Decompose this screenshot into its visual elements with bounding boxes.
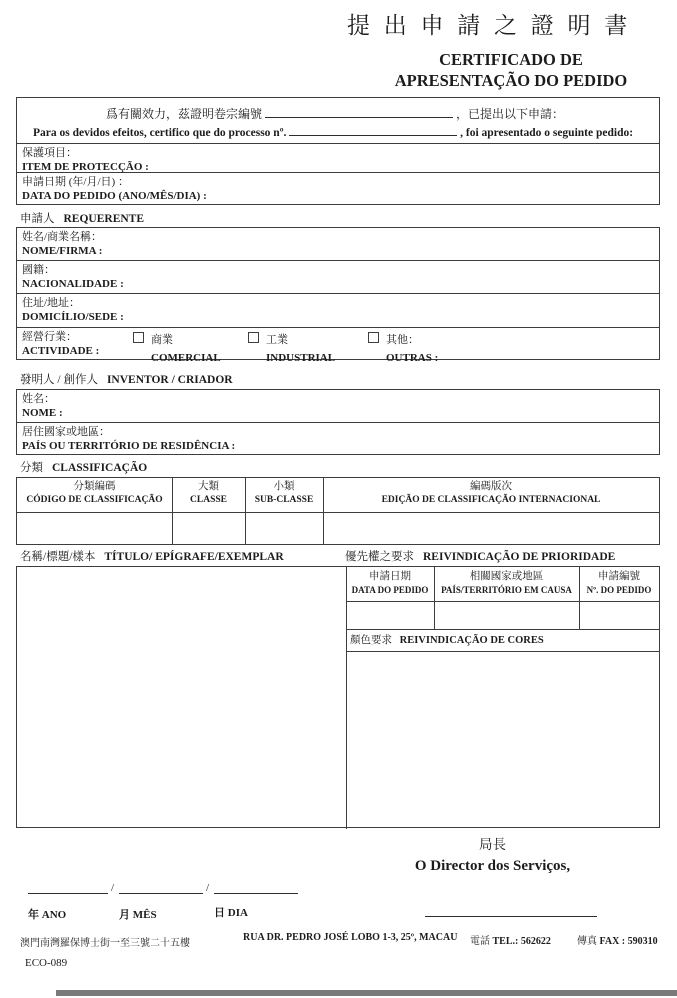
nationality-label-pt: NACIONALIDADE : <box>22 278 124 290</box>
inventor-residence-row[interactable] <box>17 423 659 456</box>
commercial-label-cjk: 商業 <box>151 334 173 346</box>
intro-cjk-after: ，已提出以下申請： <box>456 107 565 121</box>
year-blank[interactable] <box>28 882 108 894</box>
inventor-name-row[interactable] <box>17 390 659 423</box>
activity-option-industrial <box>248 330 335 366</box>
priority-country-cell[interactable] <box>434 601 579 629</box>
classification-col-code-cjk: 分類編碼 <box>73 481 116 492</box>
other-label-pt: OUTRAS : <box>386 352 439 364</box>
priority-col-country-cjk: 相關國家或地區 <box>469 571 544 582</box>
protection-item-row[interactable] <box>17 144 659 173</box>
application-date-label-pt: DATA DO PEDIDO (ANO/MÊS/DIA) : <box>22 190 207 202</box>
page-subtitle <box>362 49 660 91</box>
classification-col-code <box>17 478 172 512</box>
name-firm-row[interactable] <box>17 228 659 261</box>
subtitle-line1: CERTIFICADO DE <box>439 50 583 69</box>
director-signature-block <box>375 833 610 875</box>
day-label <box>214 904 248 920</box>
process-number-blank[interactable] <box>289 124 457 136</box>
applicant-box <box>16 227 660 364</box>
commercial-label-pt: COMERCIAL <box>151 352 221 364</box>
intro-pt-after: , foi apresentado o seguinte pedido: <box>460 127 634 139</box>
classification-code-cell[interactable] <box>17 512 172 544</box>
month-label-cjk: 月 <box>119 909 130 921</box>
activity-label-pt: ACTIVIDADE : <box>22 345 100 357</box>
priority-col-date <box>346 568 434 601</box>
domicile-label-cjk: 住址/地址： <box>22 297 81 309</box>
director-signature-line[interactable] <box>425 904 597 917</box>
inventor-name-label-cjk: 姓名： <box>22 393 55 405</box>
classification-subclass-cell[interactable] <box>245 512 323 544</box>
colors-claim-area[interactable] <box>346 651 659 827</box>
classification-col-subclass-pt: SUB-CLASSE <box>254 495 314 505</box>
year-label <box>28 906 66 922</box>
intro-line-pt <box>33 124 659 139</box>
domicile-label-pt: DOMICÍLIO/SEDE : <box>22 311 124 323</box>
inventor-name-label-pt: NOME : <box>22 407 63 419</box>
nationality-label-cjk: 國籍： <box>22 264 55 276</box>
classification-col-subclass <box>245 478 323 512</box>
priority-col-date-cjk: 申請日期 <box>369 571 411 582</box>
intro-line-cjk <box>106 105 659 122</box>
application-date-row[interactable] <box>17 173 659 206</box>
classification-edition-cell[interactable] <box>323 512 659 544</box>
classification-col-edition-pt: EDIÇÃO DE CLASSIFICAÇÃO INTERNACIONAL <box>381 495 601 505</box>
priority-header-cjk: 優先權之要求 <box>345 551 414 563</box>
activity-option-other <box>368 330 438 366</box>
classification-col-class <box>172 478 245 512</box>
industrial-label-cjk: 工業 <box>266 334 288 346</box>
page-title: 提 出 申 請 之 證 明 書 <box>347 13 632 38</box>
priority-col-number <box>579 568 659 601</box>
protection-item-label-pt: ITEM DE PROTECÇÃO : <box>22 161 149 173</box>
classification-table <box>16 477 660 545</box>
commercial-checkbox[interactable] <box>133 332 144 343</box>
classification-col-code-pt: CÓDIGO DE CLASSIFICAÇÃO <box>26 495 163 505</box>
director-title-pt: O Director dos Serviços, <box>414 858 571 874</box>
activity-row <box>17 328 659 364</box>
intro-section <box>17 98 659 144</box>
inventor-residence-label-pt: PAÍS OU TERRITÓRIO DE RESIDÊNCIA : <box>22 440 236 452</box>
inventor-residence-label-cjk: 居住國家或地區： <box>22 426 110 438</box>
fax-number: FAX : 590310 <box>599 936 658 947</box>
case-number-blank[interactable] <box>265 106 453 118</box>
priority-section-header <box>345 548 615 564</box>
classification-header-pt: CLASSIFICAÇÃO <box>52 462 148 474</box>
title-header-cjk: 名稱/標題/樣本 <box>20 551 96 563</box>
name-firm-label-pt: NOME/FIRMA : <box>22 245 103 257</box>
protection-item-label-cjk: 保護項目： <box>22 147 77 159</box>
divider <box>346 629 659 630</box>
date-separator-2: / <box>206 882 210 894</box>
applicant-section-header <box>20 210 144 226</box>
footer-address-cjk: 澳門南灣羅保博士街一至三號二十五樓 <box>20 938 190 949</box>
activity-label-cjk: 經營行業： <box>22 331 77 343</box>
activity-option-commercial <box>133 330 221 366</box>
colors-claim-pt: REIVINDICAÇÃO DE CORES <box>399 635 544 646</box>
date-separator: / <box>111 882 115 894</box>
other-label-cjk: 其他： <box>386 334 419 346</box>
priority-col-country-pt: PAÍS/TERRITÓRIO EM CAUSA <box>441 585 572 595</box>
classification-col-class-cjk: 大類 <box>198 481 219 492</box>
director-title-cjk: 局長 <box>479 837 506 852</box>
fax-label-cjk: 傳真 <box>577 936 597 947</box>
priority-col-number-pt: Nº. DO PEDIDO <box>586 585 652 595</box>
month-blank[interactable] <box>119 882 203 894</box>
other-checkbox[interactable] <box>368 332 379 343</box>
name-firm-label-cjk: 姓名/商業名稱： <box>22 231 103 243</box>
colors-claim-header <box>350 632 544 647</box>
footer-fax <box>577 932 658 947</box>
industrial-checkbox[interactable] <box>248 332 259 343</box>
priority-date-cell[interactable] <box>346 601 434 629</box>
year-label-pt: ANO <box>41 909 67 921</box>
priority-col-number-cjk: 申請編號 <box>598 571 640 582</box>
certificate-box <box>16 97 660 205</box>
classification-header-cjk: 分類 <box>20 462 43 474</box>
intro-pt-before: Para os devidos efeitos, certifico que do processo nº. <box>33 127 287 139</box>
title-priority-box <box>16 566 660 828</box>
telephone-number: TEL.: 562622 <box>492 936 551 947</box>
inventor-box <box>16 389 660 455</box>
month-label-pt: MÊS <box>132 909 157 921</box>
intro-cjk-before: 爲有關效力，茲證明卷宗編號 <box>106 107 263 121</box>
month-label <box>119 906 157 922</box>
priority-col-country <box>434 568 579 601</box>
telephone-label-cjk: 電話 <box>470 936 490 947</box>
year-label-cjk: 年 <box>28 909 39 921</box>
inventor-header-pt: INVENTOR / CRIADOR <box>106 374 233 386</box>
applicant-header-cjk: 申請人 <box>20 213 55 225</box>
priority-col-date-pt: DATA DO PEDIDO <box>351 585 429 595</box>
subtitle-line2: APRESENTAÇÃO DO PEDIDO <box>394 71 628 90</box>
domicile-row[interactable] <box>17 294 659 328</box>
classification-section-header <box>20 459 147 475</box>
day-blank[interactable] <box>214 882 298 894</box>
day-label-cjk: 日 <box>214 907 225 919</box>
title-header-pt: TÍTULO/ EPÍGRAFE/EXEMPLAR <box>104 551 284 563</box>
footer-telephone <box>470 932 551 947</box>
classification-class-cell[interactable] <box>172 512 245 544</box>
priority-header-pt: REIVINDICAÇÃO DE PRIORIDADE <box>423 551 616 563</box>
scan-artifact-bar <box>56 990 677 996</box>
application-date-label-cjk: 申請日期 (年/月/日) ： <box>22 176 129 188</box>
classification-col-class-pt: CLASSE <box>190 495 227 505</box>
applicant-header-pt: REQUERENTE <box>63 213 145 225</box>
nationality-row[interactable] <box>17 261 659 294</box>
priority-number-cell[interactable] <box>579 601 659 629</box>
footer-address-pt: RUA DR. PEDRO JOSÉ LOBO 1-3, 25º, MACAU <box>243 932 458 943</box>
day-label-pt: DIA <box>227 907 248 919</box>
form-code: ECO-089 <box>25 957 68 969</box>
inventor-section-header <box>20 371 233 387</box>
colors-claim-cjk: 顏色要求 <box>350 635 392 646</box>
classification-col-edition <box>323 478 659 512</box>
industrial-label-pt: INDUSTRIAL <box>266 352 336 364</box>
title-section-header <box>20 548 284 564</box>
classification-col-subclass-cjk: 小類 <box>273 481 295 492</box>
title-entry-area[interactable] <box>17 567 346 829</box>
inventor-header-cjk: 發明人 / 創作人 <box>20 374 98 386</box>
classification-col-edition-cjk: 編碼版次 <box>470 481 512 492</box>
